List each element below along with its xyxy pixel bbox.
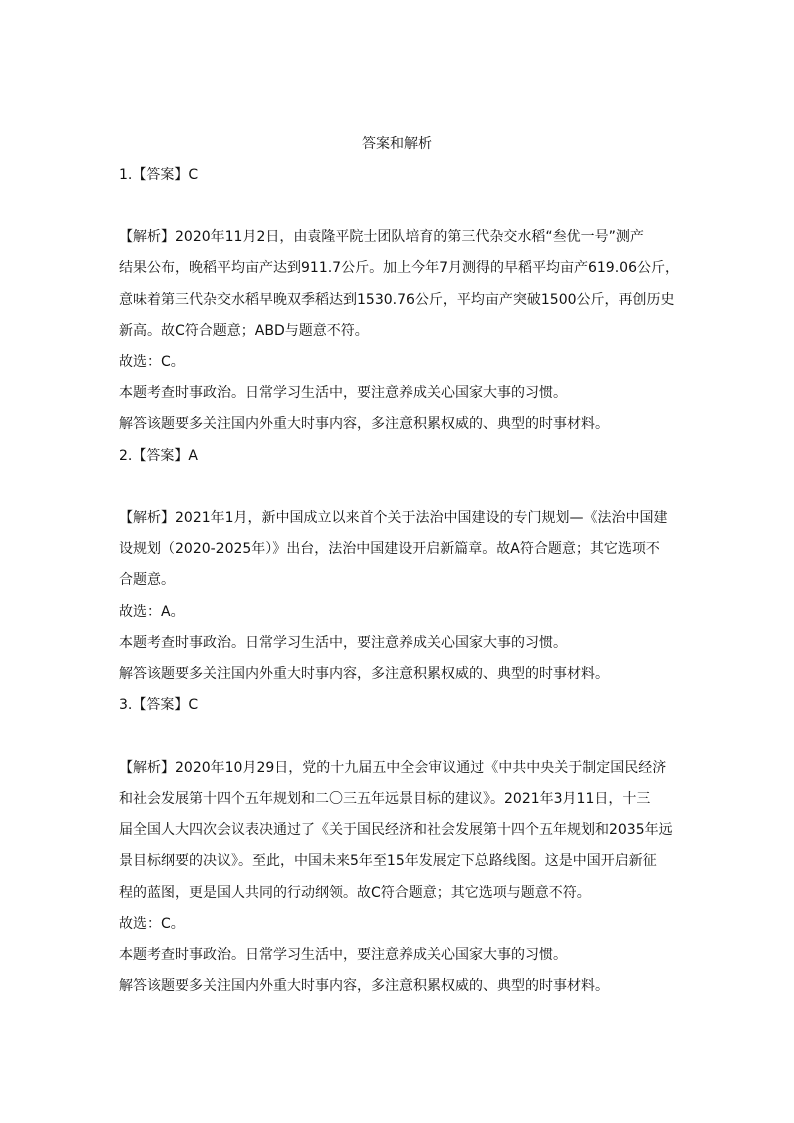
- analysis-3-line-2: 和社会发展第十四个五年规划和二〇三五年远景目标的建议》。2021年3月11日，十三: [119, 791, 651, 807]
- answer-3-label: 3.【答案】C: [119, 697, 199, 713]
- analysis-2-line-3: 合题意。: [119, 572, 175, 588]
- analysis-3-line-4: 景目标纲要的决议》。至此，中国未来5年至15年发展定下总路线图。这是中国开启新征: [119, 853, 657, 869]
- note-3-b: 解答该题要多关注国内外重大时事内容，多注意积累权威的、典型的时事材料。: [119, 978, 609, 994]
- analysis-1-line-3: 意味着第三代杂交水稻早晚双季稻达到1530.76公斤，平均亩产突破1500公斤，再创历史: [119, 292, 675, 308]
- choice-2: 故选：A。: [119, 604, 185, 620]
- answer-1-label: 1.【答案】C: [119, 167, 199, 183]
- analysis-1-line-1: 【解析】2020年11月2日，由袁隆平院士团队培育的第三代杂交水稻“叁优一号”测产: [119, 229, 644, 245]
- note-1-a: 本题考查时事政治。日常学习生活中，要注意养成关心国家大事的习惯。: [119, 385, 567, 401]
- analysis-1-line-2: 结果公布，晚稻平均亩产达到911.7公斤。加上今年7月测得的早稻平均亩产619.06公斤，: [119, 260, 679, 276]
- analysis-1-line-4: 新高。故C符合题意；ABD与题意不符。: [119, 323, 369, 339]
- note-1-b: 解答该题要多关注国内外重大时事内容，多注意积累权威的、典型的时事材料。: [119, 416, 609, 432]
- answer-2-label: 2.【答案】A: [119, 448, 198, 464]
- analysis-2-line-2: 设规划（2020-2025年）》出台，法治中国建设开启新篇章。故A符合题意；其它选项不: [119, 541, 660, 557]
- note-2-b: 解答该题要多关注国内外重大时事内容，多注意积累权威的、典型的时事材料。: [119, 666, 609, 682]
- analysis-3-line-5: 程的蓝图，更是国人共同的行动纲领。故C符合题意；其它选项与题意不符。: [119, 885, 591, 901]
- choice-1: 故选：C。: [119, 354, 185, 370]
- analysis-2-line-1: 【解析】2021年1月，新中国成立以来首个关于法治中国建设的专门规划—《法治中国建: [119, 510, 668, 526]
- choice-3: 故选：C。: [119, 916, 185, 932]
- note-3-a: 本题考查时事政治。日常学习生活中，要注意养成关心国家大事的习惯。: [119, 947, 567, 963]
- document-title: 答案和解析: [362, 136, 432, 152]
- analysis-3-line-3: 届全国人大四次会议表决通过了《关于国民经济和社会发展第十四个五年规划和2035年远: [119, 822, 673, 838]
- analysis-3-line-1: 【解析】2020年10月29日，党的十九届五中全会审议通过《中共中央关于制定国民经济: [119, 760, 667, 776]
- note-2-a: 本题考查时事政治。日常学习生活中，要注意养成关心国家大事的习惯。: [119, 635, 567, 651]
